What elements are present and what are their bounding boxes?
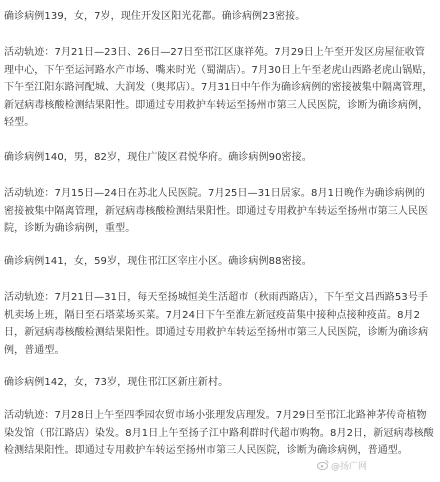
case-142-activity: 活动轨迹：7月28日上午至四季园农贸市场小张理发店理发。7月29日至邗江北路神茅传奇植物染发馆（邗江路店）染发。8月1日上午至扬子江中路利群时代超市购物。8月2日，新冠病毒核酸检测结果阳性。即通过专用救护车转运至扬州市第三人民医院，诊断为确诊病例，普通型。: [4, 410, 434, 456]
watermark-text: @扬广网: [331, 462, 368, 472]
case-141-activity: 活动轨迹：7月21日—31日，每天至扬城恒美生活超市（秋雨西路店），下午至文昌西路53号手机卖场上班，隔日至石塔菜场买菜。7月24日下午至淮左新冠疫苗集中接种点接种疫苗。8月2日，新冠病毒核酸检测结果阳性。即通过专用救护车转运至扬州市第三人民医院，诊断为确诊病例，普通型。: [4, 292, 429, 356]
watermark: [317, 459, 367, 474]
case-139-activity: 活动轨迹：7月21日—23日、26日—27日至邗江区康祥苑。7月29日上午至开发区房屋征收管理中心，下午至运河路水产市场、嘴来时光（蜀湖店）。7月30日上午至老虎山西路老虎山锅贴，下午至江阳东路河配城、大润发（奥邦店）。7月31日中午作为确诊病例的密接被集中隔离管理，新冠病毒核酸检测结果阳性。即通过专用救护车转运至扬州市第三人民医院，诊断为确诊病例，轻型。: [4, 47, 433, 128]
weibo-icon: [317, 459, 329, 471]
case-142-header: 确诊病例142，女，73岁，现住邗江区新庄新村。: [4, 377, 229, 388]
case-139-header: 确诊病例139，女，7岁，现住开发区阳光花都。确诊病例23密接。: [4, 11, 306, 22]
case-140-activity: 活动轨迹：7月15日—24日在苏北人民医院。7月25日—31日居家。8月1日晚作为确诊病例的密接被集中隔离管理，新冠病毒核酸检测结果阳性。即通过专用救护车转运至扬州市第三人民医院，诊断为确诊病例，重型。: [4, 188, 429, 234]
case-141-header: 确诊病例141，女，59岁，现住邗江区宰庄小区。确诊病例88密接。: [4, 256, 312, 267]
case-140-header: 确诊病例140，男，82岁，现住广陵区君悦华府。确诊病例90密接。: [4, 152, 312, 163]
